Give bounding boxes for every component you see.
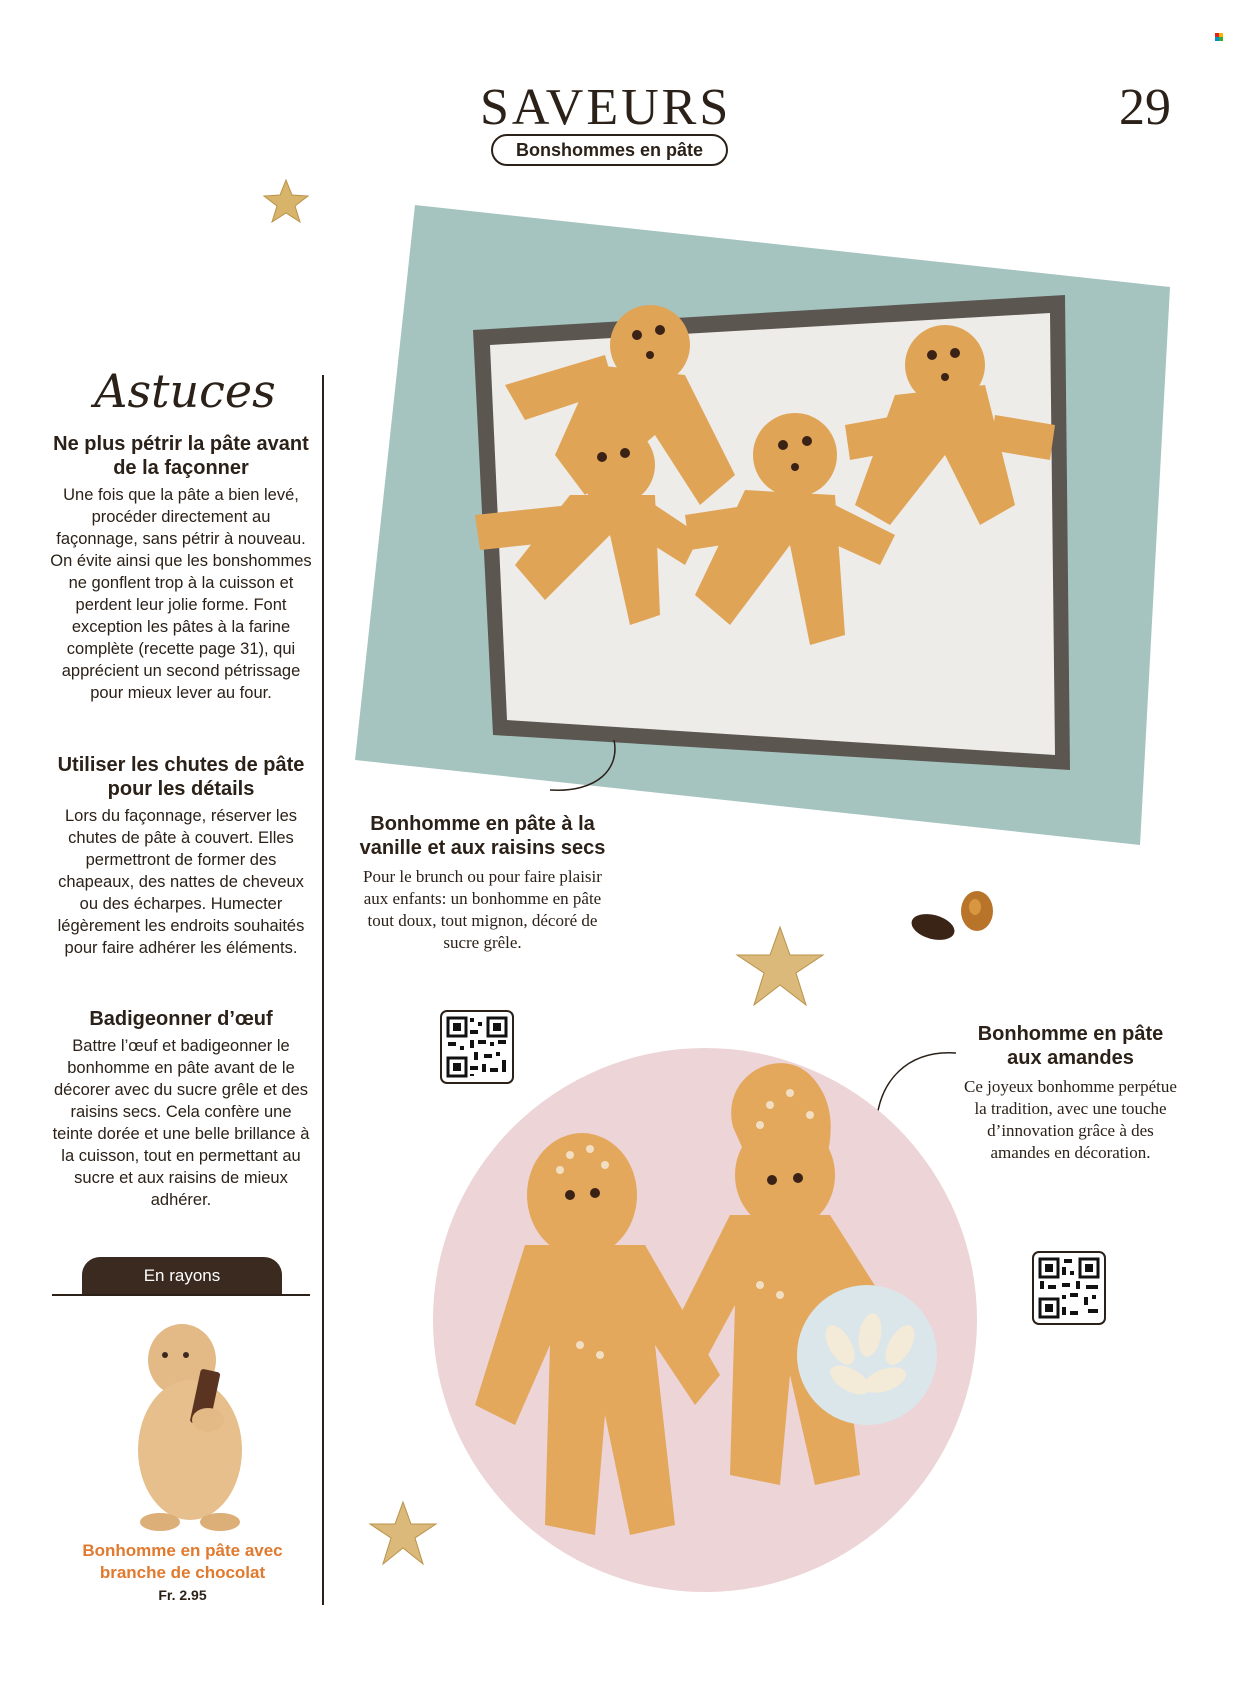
- star-icon: [368, 1500, 438, 1566]
- star-icon: [735, 925, 825, 1007]
- product-name: Bonhomme en pâte avec branche de chocolat: [82, 1541, 283, 1582]
- sidebar-divider: [322, 375, 324, 1605]
- recipe-vanilla-raisins: [355, 812, 610, 954]
- magazine-section-title: SAVEURS: [480, 79, 732, 136]
- brand-mark-icon: [1215, 33, 1223, 41]
- en-rayons-tab: En rayons: [82, 1257, 282, 1295]
- section-pill: Bonshommes en pâte: [491, 134, 728, 166]
- product-price: Fr. 2.95: [158, 1587, 207, 1603]
- tip-knead: [50, 432, 312, 704]
- recipe-description: Pour le brunch ou pour faire plaisir aux enfants: un bonhomme en pâte tout doux, tout mignon, décoré de sucre grêle.: [363, 867, 602, 952]
- tip-egg-wash: [50, 1007, 312, 1211]
- astuces-heading: Astuces: [94, 364, 276, 418]
- raisins-image: [905, 885, 1000, 945]
- photo-almond-bonshommes: [430, 1045, 980, 1595]
- connector-line: [548, 738, 628, 798]
- tip-title: Badigeonner d’œuf: [89, 1008, 273, 1030]
- tip-text: Une fois que la pâte a bien levé, procéder directement au façonnage, sans pétrir à nouveau. On évite ainsi que les bonshommes ne gonflent trop à la cuisson et perdent leur jolie forme. Font exception les pâtes à la farine complète (recette page 31), qui apprécient un second pétrissage pour mieux lever au four.: [50, 486, 312, 702]
- qr-code-icon[interactable]: [1032, 1251, 1106, 1325]
- recipe-almonds: [958, 1022, 1183, 1164]
- en-rayons-divider: [52, 1294, 310, 1296]
- tip-text: Battre l’œuf et badigeonner le bonhomme en pâte avant de le décorer avec du sucre grêle et des raisins secs. Cela confère une teinte dorée et une belle brillance à la cuisson, tout en permettant au sucre et aux raisins de mieux adhérer.: [52, 1037, 310, 1209]
- tip-scraps: [50, 753, 312, 959]
- star-icon: [262, 178, 310, 224]
- recipe-title: Bonhomme en pâte à la vanille et aux raisins secs: [359, 813, 606, 859]
- tip-title: Utiliser les chutes de pâte pour les détails: [57, 754, 305, 800]
- tip-text: Lors du façonnage, réserver les chutes de pâte à couvert. Elles permettront de former des chapeaux, des nattes de cheveux ou des écharpes. Humecter légèrement les endroits souhaités pour faire adhérer les éléments.: [57, 807, 305, 957]
- product-image: [120, 1310, 260, 1535]
- recipe-description: Ce joyeux bonhomme perpétue la tradition, avec une touche d’innovation grâce à des amandes en décoration.: [964, 1077, 1177, 1162]
- page-number: 29: [1119, 79, 1171, 136]
- photo-tray-bonshommes: [355, 205, 1170, 845]
- recipe-title: Bonhomme en pâte aux amandes: [977, 1023, 1164, 1069]
- tip-title: Ne plus pétrir la pâte avant de la façonner: [53, 433, 309, 479]
